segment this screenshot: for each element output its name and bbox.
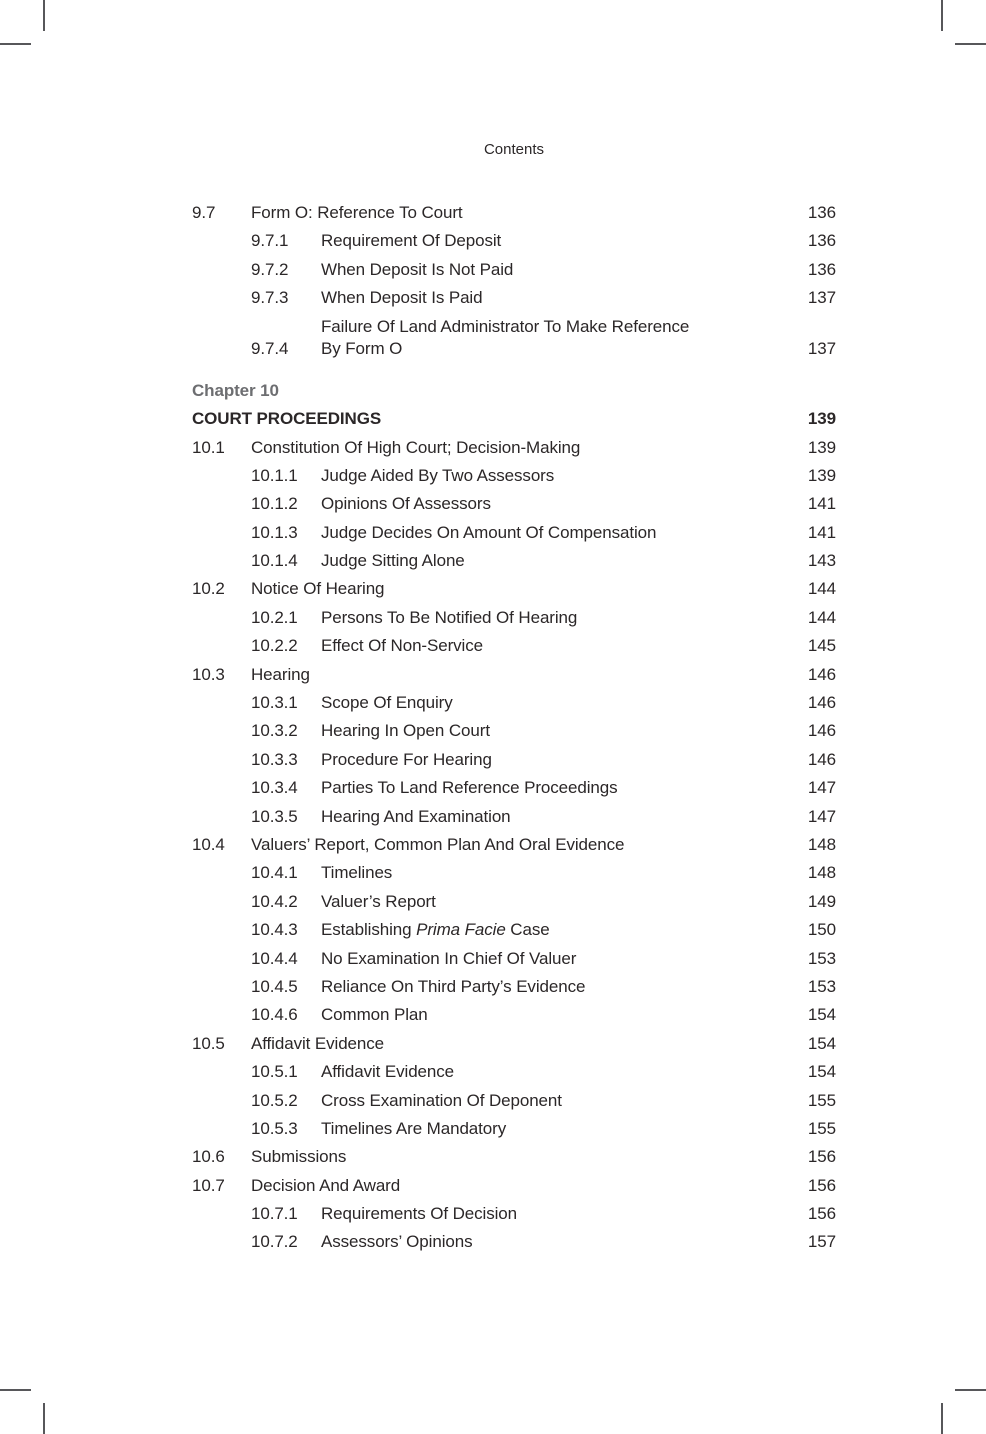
entry-number: 10.3 [192, 664, 225, 684]
entry-number: 10.4.5 [251, 976, 298, 996]
entry-page-number: 147 [807, 806, 836, 826]
crop-mark [0, 43, 31, 45]
entry-title-line: Affidavit Evidence [321, 1062, 455, 1082]
entry-title-line: Reliance On Third Party’s Evidence [321, 976, 586, 996]
entry-title [251, 1146, 796, 1168]
entry-title [251, 834, 796, 856]
entry-title [251, 578, 796, 600]
toc-entry-10.5.1 [192, 1061, 836, 1083]
entry-title [321, 607, 796, 629]
entry-title-line: Parties To Land Reference Proceedings [321, 778, 618, 798]
toc-entry-10.5 [192, 1033, 836, 1055]
entry-title-line: Valuers’ Report, Common Plan And Oral Evidence [251, 835, 625, 854]
entry-page-number: 156 [807, 1204, 836, 1224]
entry-title-line: Timelines Are Mandatory [321, 1118, 507, 1138]
entry-page-number: 144 [807, 607, 836, 627]
entry-title-line: Judge Sitting Alone [321, 551, 465, 571]
entry-title-line: Failure Of Land Administrator To Make Reference [321, 316, 690, 336]
entry-page-number: 147 [807, 778, 836, 798]
entry-title [321, 1231, 796, 1253]
entry-title [321, 493, 796, 515]
entry-title [321, 948, 796, 970]
entry-title-line: Scope Of Enquiry [321, 693, 453, 713]
entry-title [321, 635, 796, 657]
entry-title [251, 202, 796, 224]
crop-mark [941, 1403, 943, 1434]
entry-title [321, 749, 796, 771]
entry-number: 10.4.2 [251, 891, 298, 911]
entry-title-line: When Deposit Is Paid [321, 288, 483, 308]
entry-title-line: Hearing In Open Court [321, 721, 490, 741]
entry-title-line: Hearing And Examination [321, 806, 511, 826]
entry-title-line: Cross Examination Of Deponent [321, 1090, 562, 1110]
toc-entry-10.3.4 [192, 777, 836, 799]
entry-number: 10.3.2 [251, 721, 298, 741]
entry-title-italic-part: Prima Facie [416, 920, 506, 940]
entry-page-number: 145 [807, 636, 836, 656]
entry-title [321, 1061, 796, 1083]
toc-entry-9.7.1 [192, 230, 836, 252]
entry-page-number: 149 [807, 891, 836, 911]
entry-page-number: 156 [807, 1175, 836, 1195]
entry-title-line: Requirements Of Decision [321, 1204, 518, 1224]
entry-number: 9.7.2 [251, 259, 289, 279]
entry-page-number: 136 [807, 231, 836, 251]
table-of-contents [192, 202, 836, 1254]
entry-title-line-2: By Form O [321, 338, 403, 358]
entry-title [321, 522, 796, 544]
toc-entry-10.3 [192, 664, 836, 686]
entry-title-line: Decision And Award [251, 1175, 401, 1195]
toc-entry-10.2 [192, 578, 836, 600]
entry-number: 10.1 [192, 437, 225, 457]
entry-number: 10.5.1 [251, 1062, 298, 1082]
entry-title [321, 919, 796, 941]
entry-number: 9.7.1 [251, 231, 289, 251]
toc-entry-9.7.3 [192, 287, 836, 309]
entry-title [321, 862, 796, 884]
toc-entry-10.4 [192, 834, 836, 856]
toc-entry-10.1.1 [192, 465, 836, 487]
chapter-page-number: 139 [807, 409, 836, 429]
entry-number: 10.4 [192, 835, 225, 854]
toc-entry-9.7.4 [192, 316, 836, 360]
entry-number: 10.3.1 [251, 693, 298, 713]
entry-title-line: Judge Decides On Amount Of Compensation [321, 522, 657, 542]
toc-entry-10.2.1 [192, 607, 836, 629]
toc-entry-10.7.1 [192, 1203, 836, 1225]
entry-title [321, 777, 796, 799]
entry-number: 9.7.3 [251, 288, 289, 308]
entry-page-number: 141 [807, 522, 836, 542]
entry-title [321, 287, 796, 309]
entry-title-line [321, 919, 796, 941]
entry-number: 10.7.2 [251, 1232, 298, 1252]
entry-page-number: 148 [807, 863, 836, 883]
toc-entry-10.7 [192, 1175, 836, 1197]
chapter-label-text: Chapter 10 [192, 380, 279, 400]
entry-page-number: 153 [807, 948, 836, 968]
toc-entry-10.3.2 [192, 720, 836, 742]
crop-mark [43, 0, 45, 31]
entry-title [321, 806, 796, 828]
entry-number: 10.7 [192, 1175, 225, 1195]
entry-number: 10.3.5 [251, 806, 298, 826]
toc-entry-10.3.1 [192, 692, 836, 714]
entry-number: 10.1.2 [251, 494, 298, 514]
entry-page-number: 146 [807, 664, 836, 684]
entry-page-number: 154 [807, 1062, 836, 1082]
entry-page-number: 146 [807, 693, 836, 713]
entry-number: 10.5.2 [251, 1090, 298, 1110]
entry-page-number: 143 [807, 551, 836, 571]
entry-title [321, 976, 796, 998]
entry-number: 10.4.6 [251, 1005, 298, 1025]
toc-entry-10.4.1 [192, 862, 836, 884]
entry-number: 10.2.1 [251, 607, 298, 627]
entry-title-line: Procedure For Hearing [321, 749, 492, 769]
toc-entry-10.5.3 [192, 1118, 836, 1140]
entry-title-part: Case [505, 920, 550, 940]
content-area [192, 0, 836, 1260]
entry-title [321, 465, 796, 487]
entry-number: 10.7.1 [251, 1204, 298, 1224]
toc-entry-10.1.4 [192, 550, 836, 572]
toc-entry-9.7 [192, 202, 836, 224]
entry-title-part: Establishing [321, 920, 417, 940]
crop-mark [43, 1403, 45, 1434]
entry-number: 10.1.3 [251, 522, 298, 542]
toc-entry-10.7.2 [192, 1231, 836, 1253]
entry-title-line: Judge Aided By Two Assessors [321, 465, 555, 485]
crop-mark [955, 43, 986, 45]
crop-mark [0, 1389, 31, 1391]
entry-page-number: 148 [807, 835, 836, 854]
entry-number: 10.5.3 [251, 1118, 298, 1138]
entry-number: 10.3.4 [251, 778, 298, 798]
entry-number: 10.4.4 [251, 948, 298, 968]
toc-entry-10.4.2 [192, 891, 836, 913]
entry-page-number: 136 [807, 203, 836, 222]
chapter-title-row [192, 408, 836, 430]
crop-mark [941, 0, 943, 31]
entry-number: 10.2.2 [251, 636, 298, 656]
entry-title [321, 1090, 796, 1112]
entry-page-number: 155 [807, 1090, 836, 1110]
toc-entry-10.4.3 [192, 919, 836, 941]
chapter-title: COURT PROCEEDINGS [192, 409, 382, 429]
entry-title-line: Persons To Be Notified Of Hearing [321, 607, 578, 627]
entry-page-number: 137 [807, 338, 836, 358]
entry-number: 10.3.3 [251, 749, 298, 769]
entry-page-number: 136 [807, 259, 836, 279]
entry-number: 10.4.3 [251, 920, 298, 940]
entry-title-line: Opinions Of Assessors [321, 494, 491, 514]
entry-number: 10.4.1 [251, 863, 298, 883]
entry-page-number: 150 [807, 920, 836, 940]
entry-title [251, 437, 796, 459]
entry-title-line: Effect Of Non-Service [321, 636, 483, 656]
entry-number: 10.1.4 [251, 551, 298, 571]
entry-page-number: 157 [807, 1232, 836, 1252]
entry-title-line: Hearing [251, 664, 310, 684]
entry-title [321, 720, 796, 742]
toc-entry-10.1.3 [192, 522, 836, 544]
toc-entry-10.1.2 [192, 493, 836, 515]
running-head: Contents [483, 141, 545, 158]
entry-title-line: Valuer’s Report [321, 891, 436, 911]
entry-page-number: 146 [807, 721, 836, 741]
entry-title-line: Notice Of Hearing [251, 579, 385, 599]
entry-number: 10.2 [192, 579, 225, 599]
crop-mark [955, 1389, 986, 1391]
entry-page-number: 156 [807, 1147, 836, 1167]
entry-title-line: Form O: Reference To Court [251, 203, 463, 222]
chapter-label [192, 380, 836, 402]
entry-title [321, 259, 796, 281]
entry-page-number: 137 [807, 288, 836, 308]
entry-title [321, 1004, 796, 1026]
entry-number: 9.7.4 [251, 338, 289, 358]
entry-title-line: Assessors’ Opinions [321, 1232, 473, 1252]
entry-page-number: 139 [807, 465, 836, 485]
entry-number: 10.6 [192, 1147, 225, 1167]
entry-page-number: 139 [807, 437, 836, 457]
toc-entry-10.5.2 [192, 1090, 836, 1112]
toc-entry-10.3.3 [192, 749, 836, 771]
toc-entry-10.4.4 [192, 948, 836, 970]
entry-title-line: Requirement Of Deposit [321, 231, 502, 251]
toc-entry-9.7.2 [192, 259, 836, 281]
entry-title-line: Submissions [251, 1147, 347, 1167]
toc-entry-10.1 [192, 437, 836, 459]
entry-page-number: 154 [807, 1005, 836, 1025]
entry-title [251, 1175, 796, 1197]
entry-title [251, 1033, 796, 1055]
entry-title [321, 550, 796, 572]
entry-page-number: 155 [807, 1118, 836, 1138]
entry-title [251, 664, 796, 686]
entry-title-line: Common Plan [321, 1005, 428, 1025]
toc-entry-10.6 [192, 1146, 836, 1168]
entry-number: 9.7 [192, 203, 216, 222]
entry-number: 10.5 [192, 1033, 225, 1053]
toc-entry-10.3.5 [192, 806, 836, 828]
entry-title-line: Constitution Of High Court; Decision-Making [251, 437, 581, 457]
entry-page-number: 144 [807, 579, 836, 599]
entry-title-line: When Deposit Is Not Paid [321, 259, 514, 279]
entry-title-line: No Examination In Chief Of Valuer [321, 948, 577, 968]
toc-entry-10.4.5 [192, 976, 836, 998]
toc-entry-10.4.6 [192, 1004, 836, 1026]
entry-title [321, 692, 796, 714]
entry-page-number: 146 [807, 749, 836, 769]
entry-title [321, 1118, 796, 1140]
entry-page-number: 153 [807, 976, 836, 996]
entry-title [321, 316, 796, 360]
entry-title-line: Affidavit Evidence [251, 1033, 385, 1053]
entry-page-number: 141 [807, 494, 836, 514]
toc-entry-10.2.2 [192, 635, 836, 657]
entry-page-number: 154 [807, 1033, 836, 1053]
entry-title [321, 230, 796, 252]
entry-title [321, 1203, 796, 1225]
entry-title [321, 891, 796, 913]
entry-title-line: Timelines [321, 863, 393, 883]
entry-number: 10.1.1 [251, 465, 298, 485]
